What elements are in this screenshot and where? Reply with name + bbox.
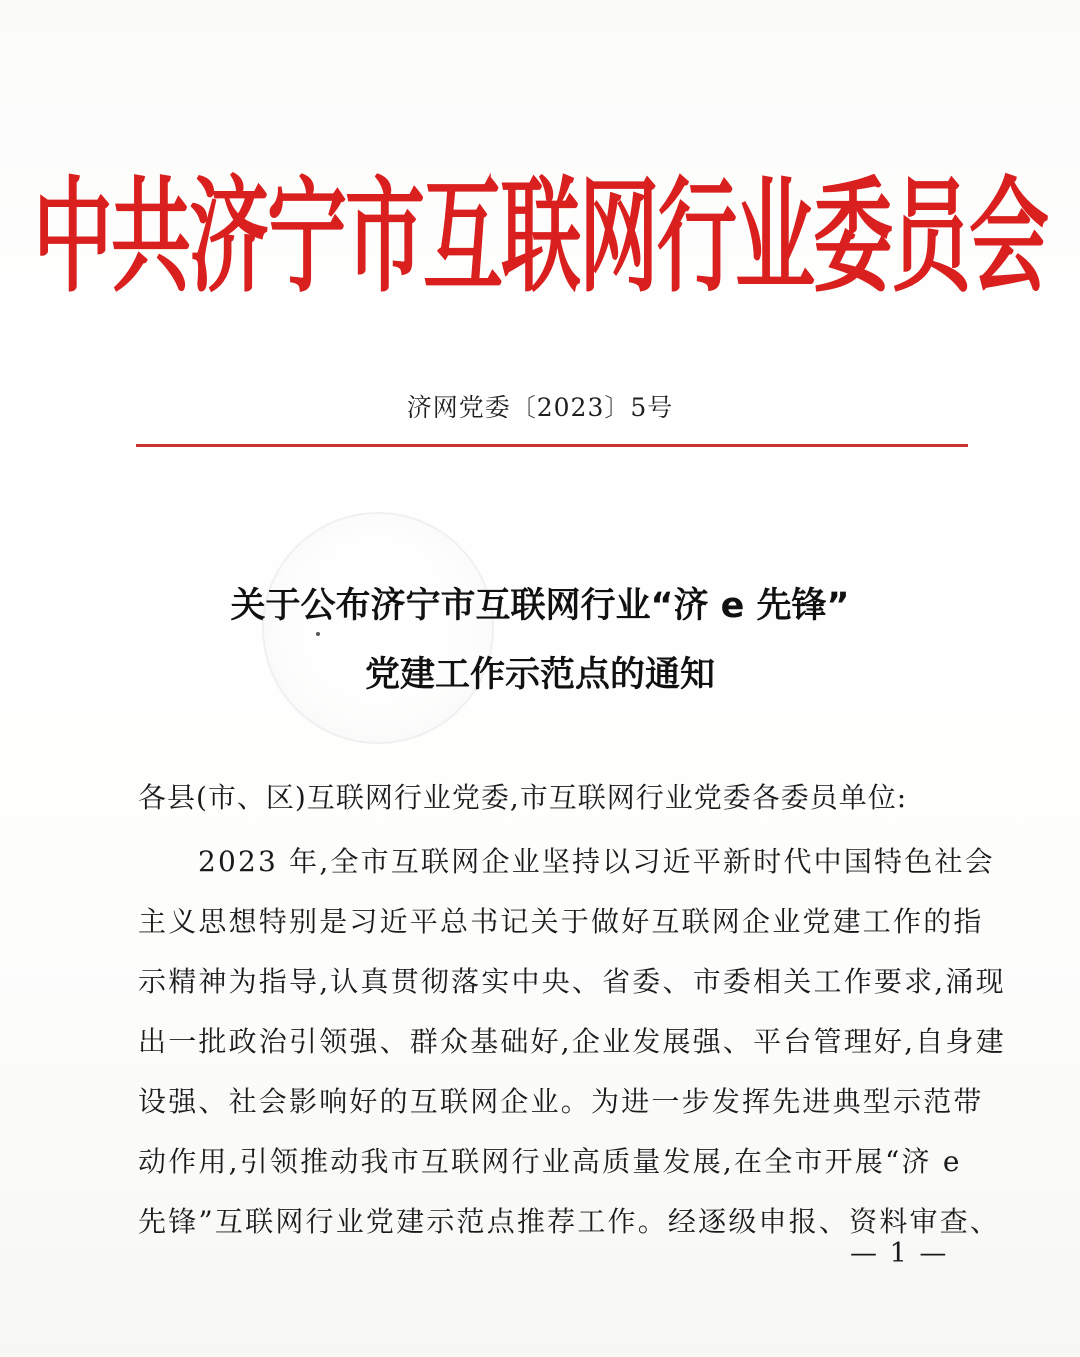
document-number: 济网党委〔2023〕5号 bbox=[406, 393, 674, 422]
speck-mark bbox=[316, 632, 320, 636]
paragraph-line: 动作用,引领推动我市互联网行业高质量发展,在全市开展“济 e bbox=[138, 1145, 962, 1178]
notice-title-line-1: 关于公布济宁市互联网行业“济 e 先锋” bbox=[230, 586, 850, 626]
faded-seal-mark bbox=[262, 512, 494, 744]
page-number: — 1 — bbox=[850, 1238, 949, 1269]
masthead-title: 中共济宁市互联网行业委员会 bbox=[33, 163, 1047, 308]
paragraph-line: 设强、社会影响好的互联网企业。为进一步发挥先进典型示范带 bbox=[138, 1085, 984, 1118]
red-divider-rule bbox=[136, 444, 968, 447]
paragraph-line: 示精神为指导,认真贯彻落实中央、省委、市委相关工作要求,涌现 bbox=[138, 965, 1006, 998]
paragraph-line: 出一批政治引领强、群众基础好,企业发展强、平台管理好,自身建 bbox=[138, 1025, 1006, 1058]
paragraph-line: 先锋”互联网行业党建示范点推荐工作。经逐级申报、资料审查、 bbox=[138, 1205, 1001, 1238]
paragraph-line: 主义思想特别是习近平总书记关于做好互联网企业党建工作的指 bbox=[138, 905, 984, 938]
notice-title-line-2: 党建工作示范点的通知 bbox=[364, 655, 715, 695]
paragraph-line: 2023 年,全市互联网企业坚持以习近平新时代中国特色社会 bbox=[198, 845, 995, 878]
salutation: 各县(市、区)互联网行业党委,市互联网行业党委各委员单位: bbox=[138, 781, 908, 814]
